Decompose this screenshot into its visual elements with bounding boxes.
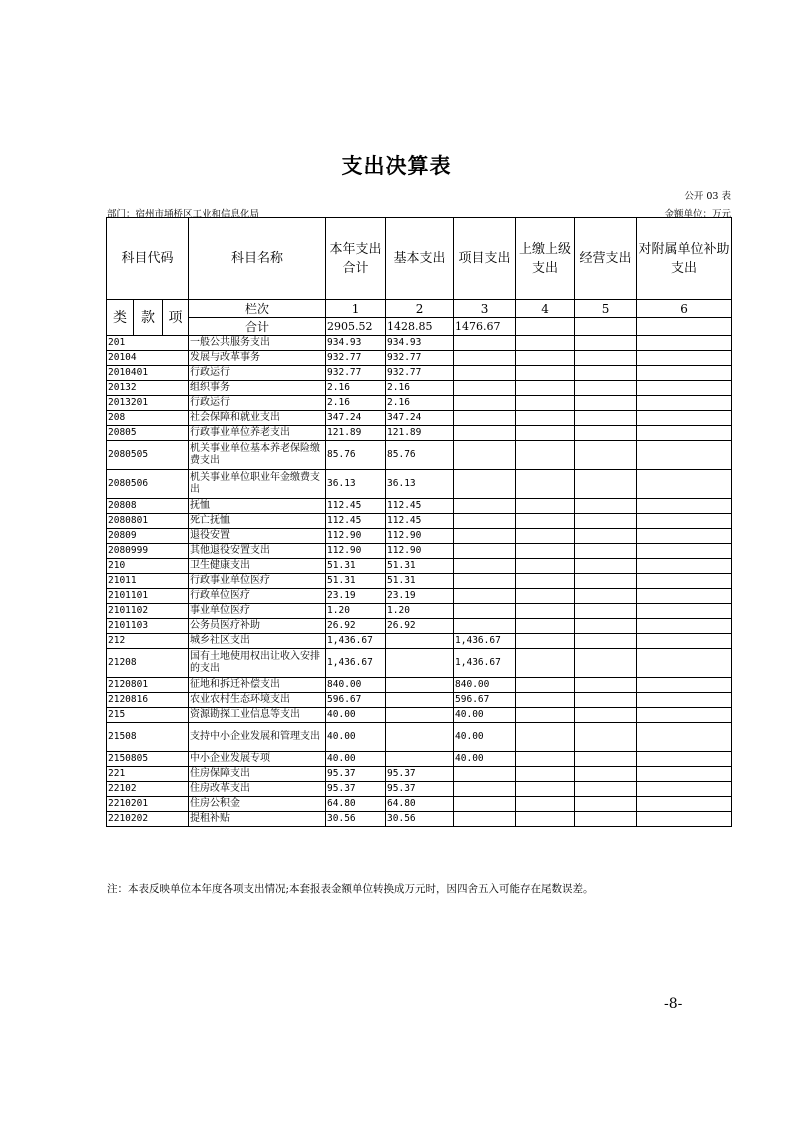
row-project (454, 426, 516, 441)
table-row (107, 544, 732, 559)
row-business (575, 381, 637, 396)
row-basic: 932.77 (386, 351, 454, 366)
row-project: 596.67 (454, 693, 516, 708)
row-project (454, 589, 516, 604)
row-total: 2.16 (326, 381, 386, 396)
table-row (107, 723, 732, 752)
row-business (575, 589, 637, 604)
row-project (454, 767, 516, 782)
row-basic: 64.80 (386, 797, 454, 812)
row-name: 征地和拆迁补偿支出 (189, 678, 326, 693)
row-project (454, 441, 516, 470)
row-subsidiary (637, 426, 732, 441)
row-name: 其他退役安置支出 (189, 544, 326, 559)
row-basic: 112.90 (386, 529, 454, 544)
row-upper (516, 619, 575, 634)
column-number: 5 (575, 300, 637, 318)
row-basic (386, 752, 454, 767)
row-code: 2080999 (107, 544, 189, 559)
row-subsidiary (637, 559, 732, 574)
row-subsidiary (637, 351, 732, 366)
row-upper (516, 426, 575, 441)
row-basic: 932.77 (386, 366, 454, 381)
column-number: 1 (326, 300, 386, 318)
row-subsidiary (637, 693, 732, 708)
column-number: 4 (516, 300, 575, 318)
row-code: 21508 (107, 723, 189, 752)
row-basic: 121.89 (386, 426, 454, 441)
row-business (575, 723, 637, 752)
row-basic (386, 678, 454, 693)
row-basic: 112.45 (386, 499, 454, 514)
row-upper (516, 336, 575, 351)
row-subsidiary (637, 396, 732, 411)
row-total: 112.45 (326, 499, 386, 514)
sum-total: 2905.52 (326, 318, 386, 336)
row-name: 卫生健康支出 (189, 559, 326, 574)
row-total: 121.89 (326, 426, 386, 441)
header-basic: 基本支出 (386, 218, 454, 300)
row-project (454, 619, 516, 634)
table-row (107, 411, 732, 426)
row-upper (516, 396, 575, 411)
header-column-seq: 栏次 (189, 300, 326, 318)
row-code: 221 (107, 767, 189, 782)
row-total: 112.90 (326, 529, 386, 544)
row-total: 30.56 (326, 812, 386, 827)
row-code: 20809 (107, 529, 189, 544)
row-business (575, 544, 637, 559)
row-code: 20808 (107, 499, 189, 514)
row-business (575, 619, 637, 634)
row-code: 21011 (107, 574, 189, 589)
row-project (454, 544, 516, 559)
row-subsidiary (637, 529, 732, 544)
row-total: 26.92 (326, 619, 386, 634)
row-code: 2080801 (107, 514, 189, 529)
row-code: 201 (107, 336, 189, 351)
row-subsidiary (637, 752, 732, 767)
row-subsidiary (637, 604, 732, 619)
row-code: 2120816 (107, 693, 189, 708)
row-upper (516, 693, 575, 708)
row-project: 1,436.67 (454, 649, 516, 678)
row-business (575, 678, 637, 693)
row-name: 行政运行 (189, 396, 326, 411)
row-project (454, 782, 516, 797)
row-upper (516, 529, 575, 544)
row-subsidiary (637, 336, 732, 351)
header-subsidiary: 对附属单位补助支出 (637, 218, 732, 300)
row-project: 1,436.67 (454, 634, 516, 649)
row-subsidiary (637, 514, 732, 529)
row-name: 行政单位医疗 (189, 589, 326, 604)
header-kuan: 款 (134, 300, 163, 336)
row-business (575, 574, 637, 589)
row-basic: 112.45 (386, 514, 454, 529)
page-number: -8- (664, 996, 683, 1012)
table-row (107, 767, 732, 782)
row-name: 公务员医疗补助 (189, 619, 326, 634)
sum-subsidiary (637, 318, 732, 336)
row-project (454, 366, 516, 381)
row-code: 2101101 (107, 589, 189, 604)
table-body (107, 336, 732, 827)
row-project (454, 514, 516, 529)
row-code: 2013201 (107, 396, 189, 411)
header-total: 本年支出合计 (326, 218, 386, 300)
row-basic: 26.92 (386, 619, 454, 634)
row-name: 事业单位医疗 (189, 604, 326, 619)
table-row (107, 649, 732, 678)
row-subsidiary (637, 574, 732, 589)
row-basic: 51.31 (386, 559, 454, 574)
row-project (454, 411, 516, 426)
table-row (107, 499, 732, 514)
row-upper (516, 441, 575, 470)
row-business (575, 782, 637, 797)
row-upper (516, 470, 575, 499)
row-subsidiary (637, 678, 732, 693)
sum-basic: 1428.85 (386, 318, 454, 336)
row-upper (516, 767, 575, 782)
row-business (575, 559, 637, 574)
row-code: 20805 (107, 426, 189, 441)
row-total: 932.77 (326, 366, 386, 381)
table-row (107, 693, 732, 708)
row-basic (386, 708, 454, 723)
column-number: 3 (454, 300, 516, 318)
row-subsidiary (637, 649, 732, 678)
row-basic: 1.20 (386, 604, 454, 619)
header-business: 经营支出 (575, 218, 637, 300)
row-subsidiary (637, 723, 732, 752)
header-subject-name: 科目名称 (189, 218, 326, 300)
row-project (454, 574, 516, 589)
row-name: 住房保障支出 (189, 767, 326, 782)
row-total: 40.00 (326, 723, 386, 752)
row-business (575, 529, 637, 544)
row-code: 212 (107, 634, 189, 649)
table-row (107, 351, 732, 366)
sum-business (575, 318, 637, 336)
row-name: 中小企业发展专项 (189, 752, 326, 767)
row-upper (516, 812, 575, 827)
row-subsidiary (637, 797, 732, 812)
row-subsidiary (637, 366, 732, 381)
row-business (575, 767, 637, 782)
row-name: 发展与改革事务 (189, 351, 326, 366)
table-row (107, 470, 732, 499)
row-business (575, 649, 637, 678)
row-name: 提租补贴 (189, 812, 326, 827)
row-basic: 51.31 (386, 574, 454, 589)
row-code: 210 (107, 559, 189, 574)
table-row (107, 812, 732, 827)
table-row (107, 396, 732, 411)
row-upper (516, 752, 575, 767)
department-label: 部门：宿州市埇桥区工业和信息化局 (107, 209, 260, 220)
unit-label: 金额单位：万元 (664, 209, 731, 220)
row-name: 死亡抚恤 (189, 514, 326, 529)
row-total: 596.67 (326, 693, 386, 708)
table-row (107, 782, 732, 797)
row-name: 抚恤 (189, 499, 326, 514)
footnote: 注：本表反映单位本年度各项支出情况;本套报表金额单位转换成万元时，因四舍五入可能存在尾数误差。 (107, 883, 594, 895)
row-upper (516, 351, 575, 366)
row-project: 40.00 (454, 723, 516, 752)
row-total: 1,436.67 (326, 649, 386, 678)
row-business (575, 514, 637, 529)
row-subsidiary (637, 381, 732, 396)
form-code: 公开 03 表 (684, 191, 731, 202)
row-project: 840.00 (454, 678, 516, 693)
row-basic: 95.37 (386, 767, 454, 782)
row-total: 347.24 (326, 411, 386, 426)
row-upper (516, 634, 575, 649)
column-number: 6 (637, 300, 732, 318)
row-basic: 23.19 (386, 589, 454, 604)
row-subsidiary (637, 499, 732, 514)
table-row (107, 336, 732, 351)
row-project (454, 812, 516, 827)
page-title: 支出决算表 (341, 154, 452, 178)
row-code: 208 (107, 411, 189, 426)
row-business (575, 708, 637, 723)
row-basic: 95.37 (386, 782, 454, 797)
row-name: 一般公共服务支出 (189, 336, 326, 351)
row-project (454, 559, 516, 574)
row-total: 64.80 (326, 797, 386, 812)
row-total: 51.31 (326, 574, 386, 589)
table-row (107, 797, 732, 812)
row-upper (516, 782, 575, 797)
row-upper (516, 366, 575, 381)
row-project (454, 470, 516, 499)
row-project (454, 529, 516, 544)
row-name: 住房公积金 (189, 797, 326, 812)
row-business (575, 351, 637, 366)
row-code: 2210201 (107, 797, 189, 812)
table-row (107, 514, 732, 529)
row-business (575, 693, 637, 708)
row-basic (386, 723, 454, 752)
row-upper (516, 574, 575, 589)
row-project (454, 499, 516, 514)
table-row (107, 752, 732, 767)
row-name: 行政运行 (189, 366, 326, 381)
row-subsidiary (637, 767, 732, 782)
row-project: 40.00 (454, 708, 516, 723)
row-basic: 347.24 (386, 411, 454, 426)
row-upper (516, 797, 575, 812)
row-upper (516, 559, 575, 574)
row-name: 机关事业单位职业年金缴费支出 (189, 470, 326, 499)
header-project: 项目支出 (454, 218, 516, 300)
row-business (575, 441, 637, 470)
row-code: 2010401 (107, 366, 189, 381)
row-business (575, 470, 637, 499)
row-upper (516, 708, 575, 723)
row-name: 农业农村生态环境支出 (189, 693, 326, 708)
row-upper (516, 723, 575, 752)
row-upper (516, 604, 575, 619)
row-code: 2080505 (107, 441, 189, 470)
row-code: 2080506 (107, 470, 189, 499)
row-basic: 112.90 (386, 544, 454, 559)
row-project (454, 336, 516, 351)
row-business (575, 752, 637, 767)
row-subsidiary (637, 619, 732, 634)
row-subsidiary (637, 544, 732, 559)
row-code: 2101102 (107, 604, 189, 619)
row-project (454, 396, 516, 411)
row-code: 2210202 (107, 812, 189, 827)
header-lei: 类 (107, 300, 134, 336)
row-basic: 36.13 (386, 470, 454, 499)
row-subsidiary (637, 708, 732, 723)
row-total: 1.20 (326, 604, 386, 619)
row-subsidiary (637, 441, 732, 470)
sum-label: 合计 (189, 318, 326, 336)
row-subsidiary (637, 470, 732, 499)
row-business (575, 411, 637, 426)
row-total: 95.37 (326, 767, 386, 782)
table-row (107, 574, 732, 589)
row-basic: 85.76 (386, 441, 454, 470)
row-subsidiary (637, 634, 732, 649)
row-project (454, 604, 516, 619)
row-upper (516, 514, 575, 529)
sum-upper (516, 318, 575, 336)
row-code: 2120801 (107, 678, 189, 693)
row-name: 城乡社区支出 (189, 634, 326, 649)
header-xiang: 项 (163, 300, 189, 336)
row-name: 行政事业单位养老支出 (189, 426, 326, 441)
row-code: 20104 (107, 351, 189, 366)
row-total: 1,436.67 (326, 634, 386, 649)
row-total: 51.31 (326, 559, 386, 574)
row-total: 840.00 (326, 678, 386, 693)
header-subject-code: 科目代码 (107, 218, 189, 300)
row-name: 行政事业单位医疗 (189, 574, 326, 589)
row-total: 23.19 (326, 589, 386, 604)
expenditure-table (106, 217, 732, 827)
table-row (107, 426, 732, 441)
row-total: 932.77 (326, 351, 386, 366)
row-basic (386, 634, 454, 649)
row-business (575, 812, 637, 827)
row-upper (516, 589, 575, 604)
row-upper (516, 678, 575, 693)
row-basic: 30.56 (386, 812, 454, 827)
table-row (107, 634, 732, 649)
row-subsidiary (637, 589, 732, 604)
row-upper (516, 544, 575, 559)
row-upper (516, 381, 575, 396)
table-row (107, 441, 732, 470)
row-total: 2.16 (326, 396, 386, 411)
row-name: 退役安置 (189, 529, 326, 544)
table-row (107, 366, 732, 381)
row-project: 40.00 (454, 752, 516, 767)
row-total: 36.13 (326, 470, 386, 499)
row-business (575, 426, 637, 441)
row-name: 社会保障和就业支出 (189, 411, 326, 426)
row-basic: 2.16 (386, 396, 454, 411)
row-project (454, 351, 516, 366)
table-row (107, 529, 732, 544)
row-subsidiary (637, 782, 732, 797)
row-business (575, 604, 637, 619)
row-basic: 934.93 (386, 336, 454, 351)
row-project (454, 381, 516, 396)
row-name: 资源勘探工业信息等支出 (189, 708, 326, 723)
row-total: 40.00 (326, 708, 386, 723)
row-business (575, 336, 637, 351)
row-code: 20132 (107, 381, 189, 396)
row-name: 组织事务 (189, 381, 326, 396)
row-business (575, 634, 637, 649)
row-basic (386, 649, 454, 678)
table-row (107, 678, 732, 693)
row-basic: 2.16 (386, 381, 454, 396)
row-code: 22102 (107, 782, 189, 797)
row-code: 2150805 (107, 752, 189, 767)
row-name: 机关事业单位基本养老保险缴费支出 (189, 441, 326, 470)
row-code: 215 (107, 708, 189, 723)
row-total: 95.37 (326, 782, 386, 797)
row-business (575, 396, 637, 411)
table-row (107, 708, 732, 723)
table-row (107, 604, 732, 619)
row-code: 21208 (107, 649, 189, 678)
row-basic (386, 693, 454, 708)
row-code: 2101103 (107, 619, 189, 634)
column-number: 2 (386, 300, 454, 318)
row-upper (516, 649, 575, 678)
row-total: 934.93 (326, 336, 386, 351)
row-total: 85.76 (326, 441, 386, 470)
row-name: 支持中小企业发展和管理支出 (189, 723, 326, 752)
table-row (107, 381, 732, 396)
row-total: 112.45 (326, 514, 386, 529)
row-subsidiary (637, 812, 732, 827)
row-business (575, 366, 637, 381)
table-row (107, 619, 732, 634)
row-name: 住房改革支出 (189, 782, 326, 797)
row-business (575, 499, 637, 514)
row-name: 国有土地使用权出让收入安排的支出 (189, 649, 326, 678)
row-upper (516, 411, 575, 426)
row-business (575, 797, 637, 812)
header-upper: 上缴上级支出 (516, 218, 575, 300)
table-row (107, 559, 732, 574)
row-project (454, 797, 516, 812)
row-upper (516, 499, 575, 514)
table-row (107, 589, 732, 604)
sum-project: 1476.67 (454, 318, 516, 336)
row-total: 112.90 (326, 544, 386, 559)
row-total: 40.00 (326, 752, 386, 767)
row-subsidiary (637, 411, 732, 426)
